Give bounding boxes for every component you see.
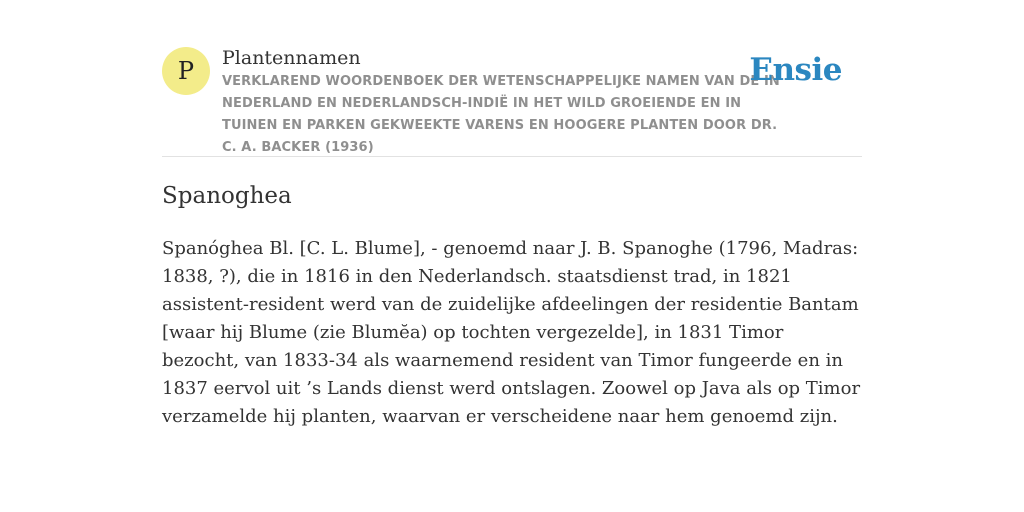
dictionary-subtitle: VERKLAREND WOORDENBOEK DER WETENSCHAPPELIJKE NAMEN VAN DE IN NEDERLAND EN NEDERLANDSCH-INDIË IN HET WILD GROEIENDE EN IN TUINEN EN PARKEN GEKWEEKTE VARENS EN HOOGERE PLANTEN DOOR DR. C. A. BACKER (1936) (222, 74, 780, 155)
entry-title: Spanoghea (162, 183, 292, 209)
dictionary-title-block (222, 45, 782, 159)
entry-text: Spanóghea Bl. [C. L. Blume], - genoemd naar J. B. Spanoghe (1796, Madras: 1838, ?), die in 1816 in den Nederlandsch. staatsdienst trad, in 1821 assistent-resident werd van de zuidelijke afdeelingen der residentie Bantam [waar hij Blume (zie Blumĕa) op tochten vergezelde], in 1831 Timor bezocht, van 1833-34 als waarnemend resident van Timor fungeerde en in 1837 eervol uit ’s Lands dienst werd ontslagen. Zoowel op Java als op Timor verzamelde hij planten, waarvan er verscheidene naar hem genoemd zijn. (162, 238, 861, 427)
dictionary-title[interactable]: Plantennamen (222, 47, 361, 69)
ensie-logo-link[interactable]: Ensie (749, 52, 842, 88)
dictionary-avatar[interactable]: P (162, 47, 210, 95)
dictionary-header (162, 0, 862, 157)
page (162, 0, 862, 431)
